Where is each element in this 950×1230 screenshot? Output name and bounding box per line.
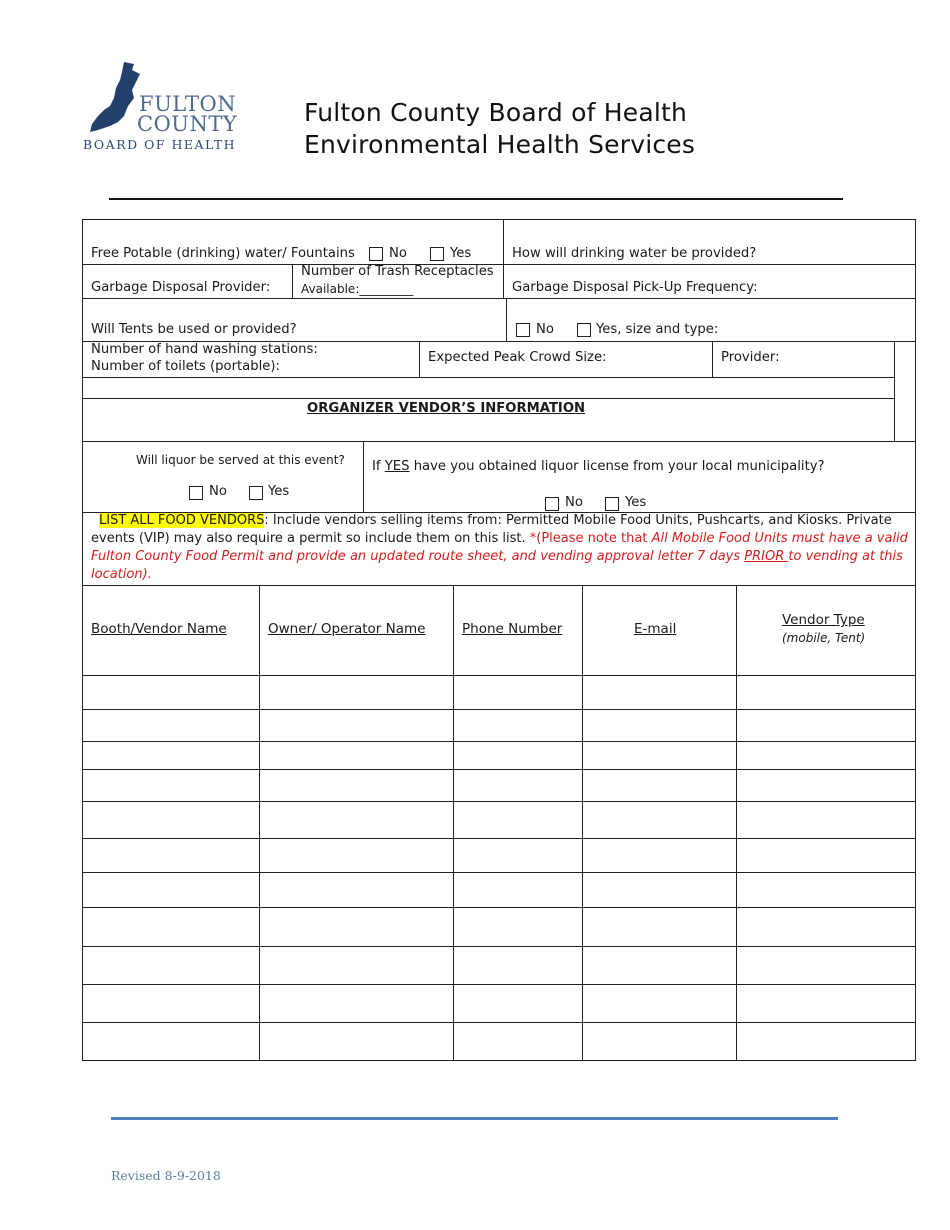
trash-available-field[interactable]: Available:_________ [301, 282, 414, 296]
garbage-provider-label: Garbage Disposal Provider: [91, 280, 271, 295]
county-map-icon [88, 60, 144, 132]
col-phone: Phone Number [462, 621, 563, 637]
tents-no-checkbox[interactable] [516, 323, 530, 337]
tents-no-label: No [536, 322, 554, 337]
license-question [372, 459, 825, 474]
liquor-yes-checkbox[interactable] [249, 486, 263, 500]
food-vendors-notice [91, 512, 911, 584]
notice-red-end: to vending at this location). [91, 549, 903, 582]
county-logo [82, 60, 257, 155]
col-vendor-type-sub: (mobile, Tent) [782, 631, 866, 645]
title-line-1: Fulton County Board of Health [304, 98, 688, 127]
liquor-no-label: No [209, 484, 227, 499]
license-no-label: No [565, 495, 583, 510]
logo-line-1: FULTON [139, 92, 237, 116]
water-no-label: No [389, 246, 407, 261]
hand-washing-label: Number of hand washing stations: [91, 342, 318, 357]
notice-highlight: LIST ALL FOOD VENDORS [99, 513, 265, 528]
water-yes-checkbox[interactable] [430, 247, 444, 261]
garbage-frequency-label: Garbage Disposal Pick-Up Frequency: [512, 280, 758, 295]
tents-question: Will Tents be used or provided? [91, 322, 297, 337]
water-label: Free Potable (drinking) water/ Fountains [91, 246, 355, 261]
footer-divider [111, 1117, 838, 1120]
peak-crowd-label: Expected Peak Crowd Size: [428, 350, 607, 365]
revision-date: Revised 8-9-2018 [111, 1168, 221, 1183]
license-prefix: If [372, 459, 385, 474]
water-yes-label: Yes [450, 246, 472, 261]
notice-text: : Include vendors selling items from: Permitted Mobile Food Units, Pushcarts, and Kiosks. Private events (VIP) may also require a permit so include them on this list. [91, 513, 892, 546]
title-line-2: Environmental Health Services [304, 130, 696, 159]
notice-prior: PRIOR [744, 549, 789, 564]
notice-red-italic: All Mobile Food Units must have a valid Fulton County Food Permit and provide an updated route sheet, and vending approval letter 7 days [91, 531, 908, 564]
liquor-yes-label: Yes [268, 484, 290, 499]
liquor-question: Will liquor be served at this event? [136, 453, 345, 467]
license-yes-label: Yes [625, 495, 647, 510]
logo-line-2: COUNTY [137, 112, 238, 136]
toilets-label: Number of toilets (portable): [91, 359, 280, 374]
provider-label: Provider: [721, 350, 780, 365]
notice-red-intro: *(Please note that [529, 531, 652, 546]
col-email: E-mail [634, 621, 677, 637]
license-yes-emphasis: YES [384, 459, 410, 474]
col-booth-vendor: Booth/Vendor Name [91, 621, 227, 637]
tents-yes-checkbox[interactable] [577, 323, 591, 337]
liquor-no-checkbox[interactable] [189, 486, 203, 500]
tents-yes-label: Yes, size and type: [596, 322, 719, 337]
logo-line-3: BOARD OF HEALTH [83, 137, 237, 152]
organizer-heading: ORGANIZER VENDOR’S INFORMATION [307, 401, 586, 416]
header-divider [109, 198, 843, 200]
water-method-label: How will drinking water be provided? [512, 246, 757, 261]
col-vendor-type: Vendor Type [782, 612, 865, 628]
trash-receptacles-label: Number of Trash Receptacles [301, 264, 494, 279]
license-suffix: have you obtained liquor license from your local municipality? [409, 459, 825, 474]
license-yes-checkbox[interactable] [605, 497, 619, 511]
water-no-checkbox[interactable] [369, 247, 383, 261]
page-title [304, 97, 695, 161]
col-owner-operator: Owner/ Operator Name [268, 621, 426, 637]
license-no-checkbox[interactable] [545, 497, 559, 511]
